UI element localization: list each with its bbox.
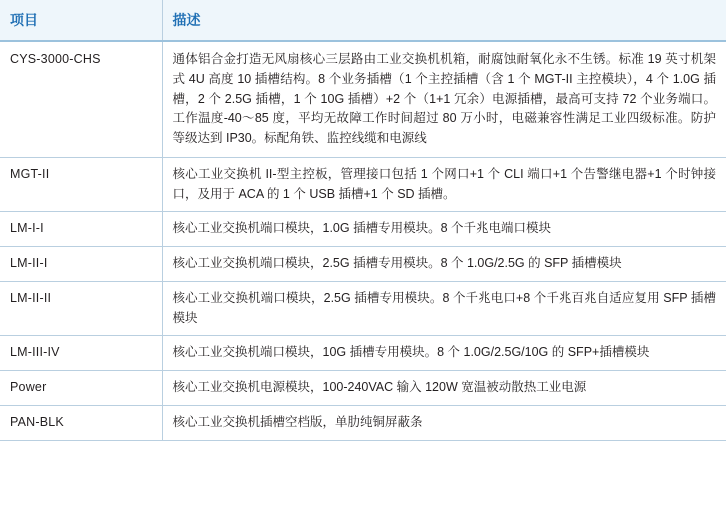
table-header <box>0 0 726 41</box>
cell-description: 通体铝合金打造无风扇核心三层路由工业交换机机箱，耐腐蚀耐氧化永不生锈。标准 19 英寸机架式 4U 高度 10 插槽结构。8 个业务插槽（1 个主控插槽（含 1 个 MGT-II 主控模块），4 个 1.0G 插槽，2 个 2.5G 插槽，1 个 10G 插槽）+2 个（1+1 冗余）电源插槽，最高可支持 72 个业务端口。工作温度-40～85 度，平均无故障工作时间超过 80 万小时，电磁兼容性满足工业四级标准。防护等级达到 IP30。标配角铁、监控线缆和电源线 <box>162 41 726 157</box>
column-header-description: 描述 <box>162 0 726 41</box>
cell-description: 核心工业交换机插槽空档版，单肋纯铜屏蔽条 <box>162 405 726 440</box>
cell-description: 核心工业交换机端口模块，10G 插槽专用模块。8 个 1.0G/2.5G/10G 的 SFP+插槽模块 <box>162 336 726 371</box>
cell-description: 核心工业交换机端口模块，2.5G 插槽专用模块。8 个千兆电口+8 个千兆百兆自适应复用 SFP 插槽模块 <box>162 281 726 336</box>
column-header-model: 项目 <box>0 0 162 41</box>
table-row <box>0 405 726 440</box>
table-body <box>0 41 726 440</box>
cell-model: LM-II-I <box>0 247 162 282</box>
cell-description: 核心工业交换机电源模块，100-240VAC 输入 120W 宽温被动散热工业电源 <box>162 371 726 406</box>
table-row <box>0 371 726 406</box>
cell-description: 核心工业交换机端口模块，2.5G 插槽专用模块。8 个 1.0G/2.5G 的 SFP 插槽模块 <box>162 247 726 282</box>
table-row <box>0 41 726 157</box>
cell-model: LM-II-II <box>0 281 162 336</box>
cell-description: 核心工业交换机 II-型主控板，管理接口包括 1 个网口+1 个 CLI 端口+1 个告警继电器+1 个时钟接口，及用于 ACA 的 1 个 USB 插槽+1 个 SD 插槽。 <box>162 157 726 212</box>
cell-model: MGT-II <box>0 157 162 212</box>
table-row <box>0 247 726 282</box>
table-header-row <box>0 0 726 41</box>
cell-description: 核心工业交换机端口模块，1.0G 插槽专用模块。8 个千兆电端口模块 <box>162 212 726 247</box>
cell-model: Power <box>0 371 162 406</box>
table-row <box>0 336 726 371</box>
table-row <box>0 212 726 247</box>
table-row <box>0 281 726 336</box>
cell-model: LM-III-IV <box>0 336 162 371</box>
cell-model: PAN-BLK <box>0 405 162 440</box>
cell-model: CYS-3000-CHS <box>0 41 162 157</box>
cell-model: LM-I-I <box>0 212 162 247</box>
table-row <box>0 157 726 212</box>
